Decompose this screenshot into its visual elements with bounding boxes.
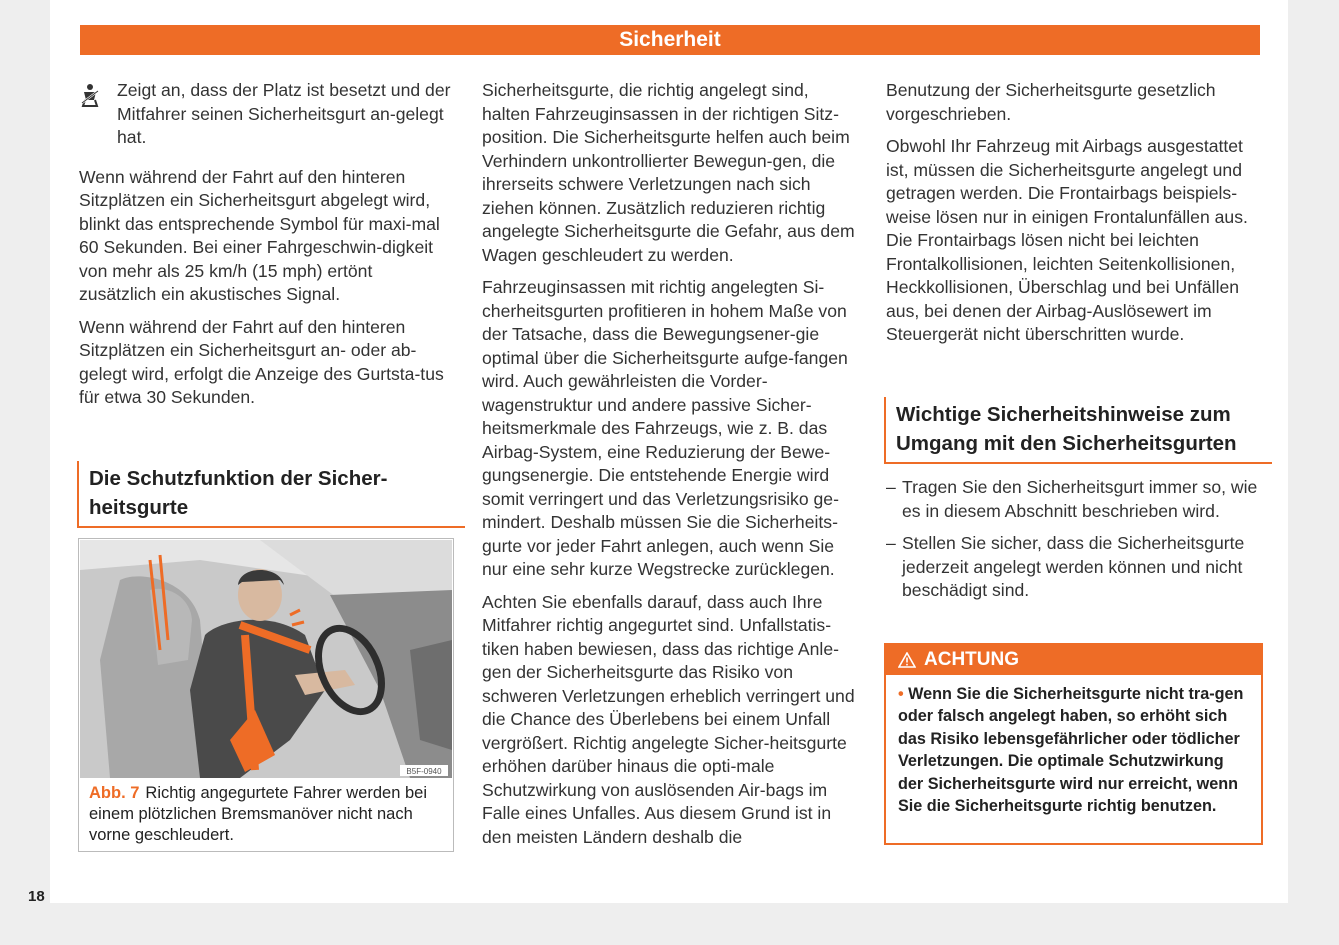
paragraph: Wenn während der Fahrt auf den hinteren Sitzplätzen ein Sicherheitsgurt an- oder ab-gelegt wird, erfolgt die Anzeige des Gurtsta-tus für etwa 30 Sekunden. xyxy=(79,316,444,407)
list-item xyxy=(886,476,1258,523)
bullet-dot: • xyxy=(898,685,904,703)
driver-seatbelt-illustration xyxy=(80,540,452,778)
warning-title: ACHTUNG xyxy=(924,649,1019,670)
section-heading-sicherheitshinweise: Wichtige Sicherheitshinweise zum Umgang mit den Sicherheitsgurten xyxy=(884,397,1272,464)
figure-caption xyxy=(89,783,444,846)
warning-header xyxy=(886,645,1261,675)
column-1 xyxy=(79,79,451,419)
dash-marker: – xyxy=(886,477,896,497)
section-header: Sicherheit xyxy=(80,25,1260,55)
paragraph: Fahrzeuginsassen mit richtig angelegten Si-cherheitsgurten profitieren in hohem Maße von der Tatsache, dass die Bewegungsener-gie optimal über die Sicherheitsgurte aufge-fangen wird. Auch gewährleisten die Vorder-wagenstruktur und andere passive Sicher-heitsmerkmale des Fahrzeugs, wie z. B. das Airbag-System, eine Reduzierung der Bewe-gungsenergie. Die entstehende Energie wird somit verringert und das Verletzungsrisiko ge-mindert. Deshalb müssen Sie die Sicherheits-gurte vor jeder Fahrt anlegen, auch wenn Sie nur eine sehr kurze Wegstrecke zurücklegen. xyxy=(482,277,848,579)
figure-label: Abb. 7 xyxy=(89,784,140,802)
paragraph: Benutzung der Sicherheitsgurte gesetzlich vorgeschrieben. xyxy=(886,80,1216,124)
figure-code: B5F-0940 xyxy=(406,767,442,776)
seatbelt-indicator-row xyxy=(79,79,451,150)
seatbelt-indicator-text: Zeigt an, dass der Platz ist besetzt und der Mitfahrer seinen Sicherheitsgurt an-gelegt hat. xyxy=(117,80,451,147)
warning-triangle-icon xyxy=(898,652,916,668)
list-item-text: Stellen Sie sicher, dass die Sicherheitsgurte jederzeit angelegt werden können und nicht beschädigt sind. xyxy=(902,533,1245,600)
warning-text: Wenn Sie die Sicherheitsgurte nicht tra-gen oder falsch angelegt haben, so erhöht sich das Risiko lebensgefährlicher oder tödlicher Verletzungen. Die optimale Schutzwirkung der Sicherheitsgurte wird nur erreicht, wenn Sie die Sicherheitsgurte richtig benutzen. xyxy=(898,685,1244,816)
paragraph: Sicherheitsgurte, die richtig angelegt sind, halten Fahrzeuginsassen in der richtigen Sitz-position. Die Sicherheitsgurte helfen auch beim Verhindern unkontrollierter Bewegun-gen, die ihrerseits schwere Verletzungen nach sich ziehen können. Zusätzlich reduzieren richtig angelegte Sicherheitsgurte die Gefahr, aus dem Wagen geschleudert zu werden. xyxy=(482,80,855,265)
column-2 xyxy=(482,79,860,858)
paragraph: Obwohl Ihr Fahrzeug mit Airbags ausgestattet ist, müssen die Sicherheitsgurte angelegt und getragen werden. Die Frontairbags beispiels-weise lösen nur in einigen Frontalunfällen aus. Die Frontairbags lösen nicht bei leichten Frontalkollisionen, leichten Seitenkollisionen, Heckkollisionen, Überschlag und bei Unfällen aus, bei denen der Airbag-Auslösewert im Steuergerät nicht überschritten wurde. xyxy=(886,136,1248,344)
paragraph: Achten Sie ebenfalls darauf, dass auch Ihre Mitfahrer richtig angegurtet sind. Unfallstatis-tiken haben bewiesen, dass das richtige Anle-gen der Sicherheitsgurte das Risiko von schweren Verletzungen erheblich verringert und die Chance des Überlebens bei einem Unfall vergrößert. Richtig angelegte Sicher-heitsgurte erhöhen darüber hinaus die opti-male Schutzwirkung von auslösenden Air-bags im Falle eines Unfalles. Aus diesem Grund ist in den meisten Ländern deshalb die xyxy=(482,591,855,847)
figure-7 xyxy=(78,538,454,852)
page-number: 18 xyxy=(28,888,45,905)
list-item xyxy=(886,532,1258,603)
figure-caption-text: Richtig angegurtete Fahrer werden bei einem plötzlichen Bremsmanöver nicht nach vorne geschleudert. xyxy=(89,784,428,844)
warning-body xyxy=(886,675,1261,825)
column-3 xyxy=(886,79,1258,356)
section-heading-schutzfunktion: Die Schutzfunktion der Sicher-heitsgurte xyxy=(77,461,465,528)
seatbelt-icon xyxy=(79,79,117,114)
paragraph: Wenn während der Fahrt auf den hinteren Sitzplätzen ein Sicherheitsgurt abgelegt wird, blinkt das entsprechende Symbol für maxi-mal 60 Sekunden. Bei einer Fahrgeschwin-digkeit von mehr als 25 km/h (15 mph) ertönt zusätzlich ein akustisches Signal. xyxy=(79,166,440,304)
bullet-list xyxy=(886,476,1258,612)
warning-box xyxy=(884,643,1263,845)
list-item-text: Tragen Sie den Sicherheitsgurt immer so, wie es in diesem Abschnitt beschrieben wird. xyxy=(902,477,1258,521)
dash-marker: – xyxy=(886,533,896,553)
